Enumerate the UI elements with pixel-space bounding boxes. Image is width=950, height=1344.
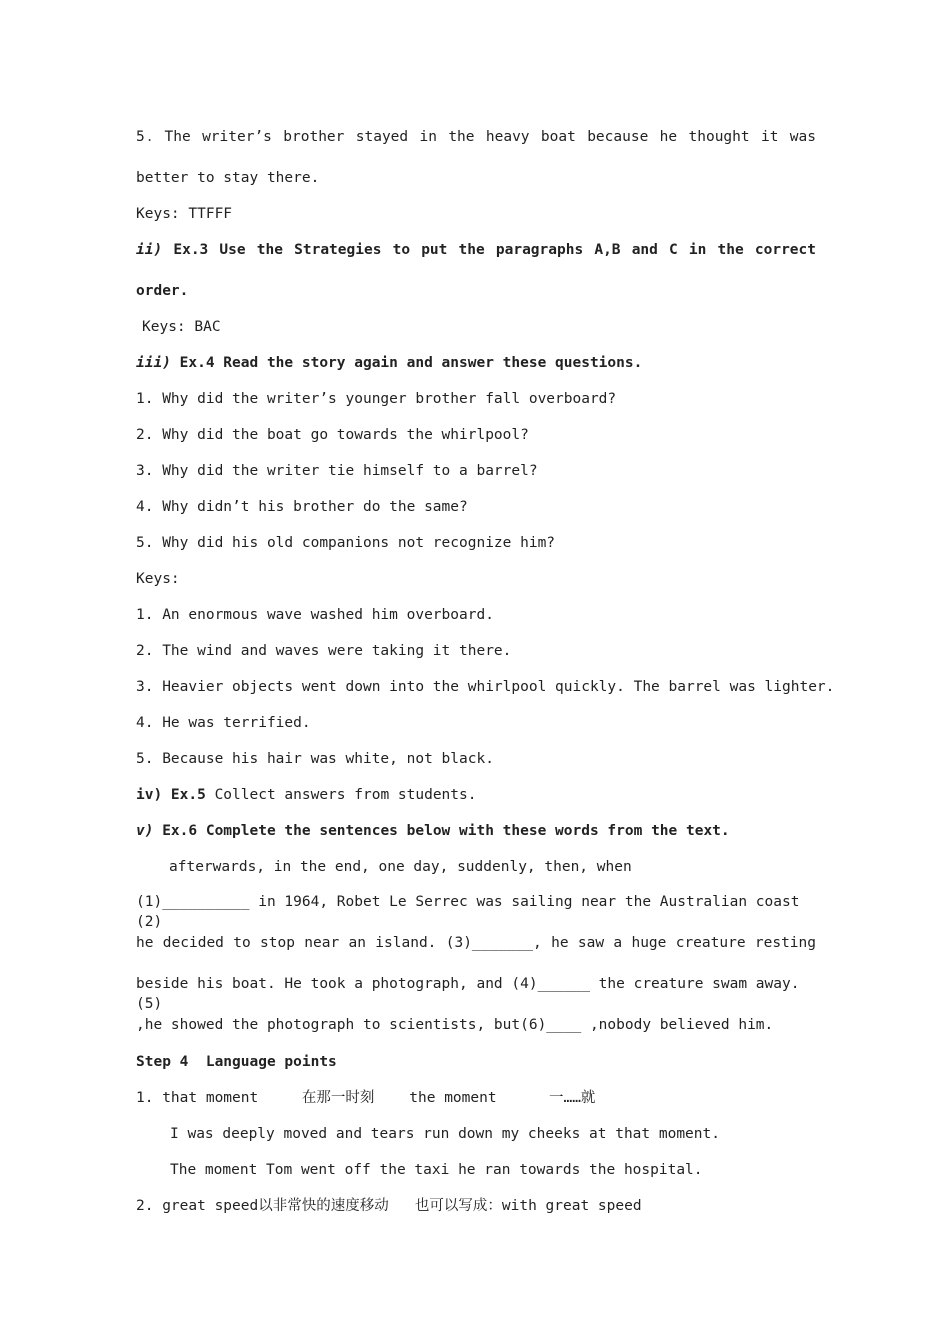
ex4-question: 5. Why did his old companions not recognize him? [136, 535, 556, 551]
ex6-passage-line: beside his boat. He took a photograph, and (4)______ the creature swam away. (5) [136, 976, 800, 1012]
ex5-label: iv) Ex.5 [136, 787, 206, 803]
ex3-title-text: Ex.3 Use the Strategies to put the paragraphs A,B and C in the correct [162, 242, 816, 258]
ex4-answer: 5. Because his hair was white, not black. [136, 751, 494, 767]
ex4-title [136, 353, 816, 373]
ex6-word-bank: afterwards, in the end, one day, suddenly, then, when [169, 859, 632, 875]
ex4-answer: 1. An enormous wave washed him overboard. [136, 607, 494, 623]
question-5-line-1: 5．The writer’s brother stayed in the heavy boat because he thought it was [136, 129, 816, 145]
question-5-line-2: better to stay there. [136, 170, 320, 186]
language-point-2: 2. great speed以非常快的速度移动 也可以写成：with great speed [136, 1198, 642, 1214]
ex4-roman: iii) [136, 355, 171, 371]
ex6-passage-line: he decided to stop near an island. (3)_______, he saw a huge creature resting [136, 935, 816, 951]
ex6-roman: v) [136, 823, 154, 839]
keys-true-false: Keys: TTFFF [136, 206, 233, 222]
ex3-title-line-1 [136, 240, 816, 260]
ex6-title-text: Ex.6 Complete the sentences below with these words from the text. [153, 823, 730, 839]
ex4-answer: 3. Heavier objects went down into the whirlpool quickly. The barrel was lighter. [136, 679, 835, 695]
ex3-keys: Keys: BAC [142, 319, 221, 335]
ex3-roman: ii) [136, 242, 163, 258]
step4-title: Step 4 Language points [136, 1054, 337, 1070]
language-point-1: 1. that moment 在那一时刻 the moment 一……就 [136, 1090, 596, 1106]
ex4-answer: 2. The wind and waves were taking it there. [136, 643, 512, 659]
ex6-title [136, 821, 816, 841]
ex3-title-line-2: order. [136, 283, 189, 299]
language-point-1-example: I was deeply moved and tears run down my cheeks at that moment. [170, 1126, 720, 1142]
ex4-question: 2. Why did the boat go towards the whirlpool? [136, 427, 529, 443]
ex6-passage-line: (1)__________ in 1964, Robet Le Serrec was sailing near the Australian coast (2) [136, 894, 800, 930]
ex4-keys-label: Keys: [136, 571, 180, 587]
language-point-1-example: The moment Tom went off the taxi he ran towards the hospital. [170, 1162, 703, 1178]
ex6-passage-line: ,he showed the photograph to scientists, but(6)____ ,nobody believed him. [136, 1017, 774, 1033]
ex5-text: Collect answers from students. [205, 787, 477, 803]
ex4-question: 3. Why did the writer tie himself to a barrel? [136, 463, 538, 479]
ex4-answer: 4. He was terrified. [136, 715, 311, 731]
ex4-question: 1. Why did the writer’s younger brother fall overboard? [136, 391, 617, 407]
ex4-title-text: Ex.4 Read the story again and answer these questions. [170, 355, 643, 371]
ex5-line [136, 785, 816, 805]
ex4-question: 4. Why didn’t his brother do the same? [136, 499, 468, 515]
